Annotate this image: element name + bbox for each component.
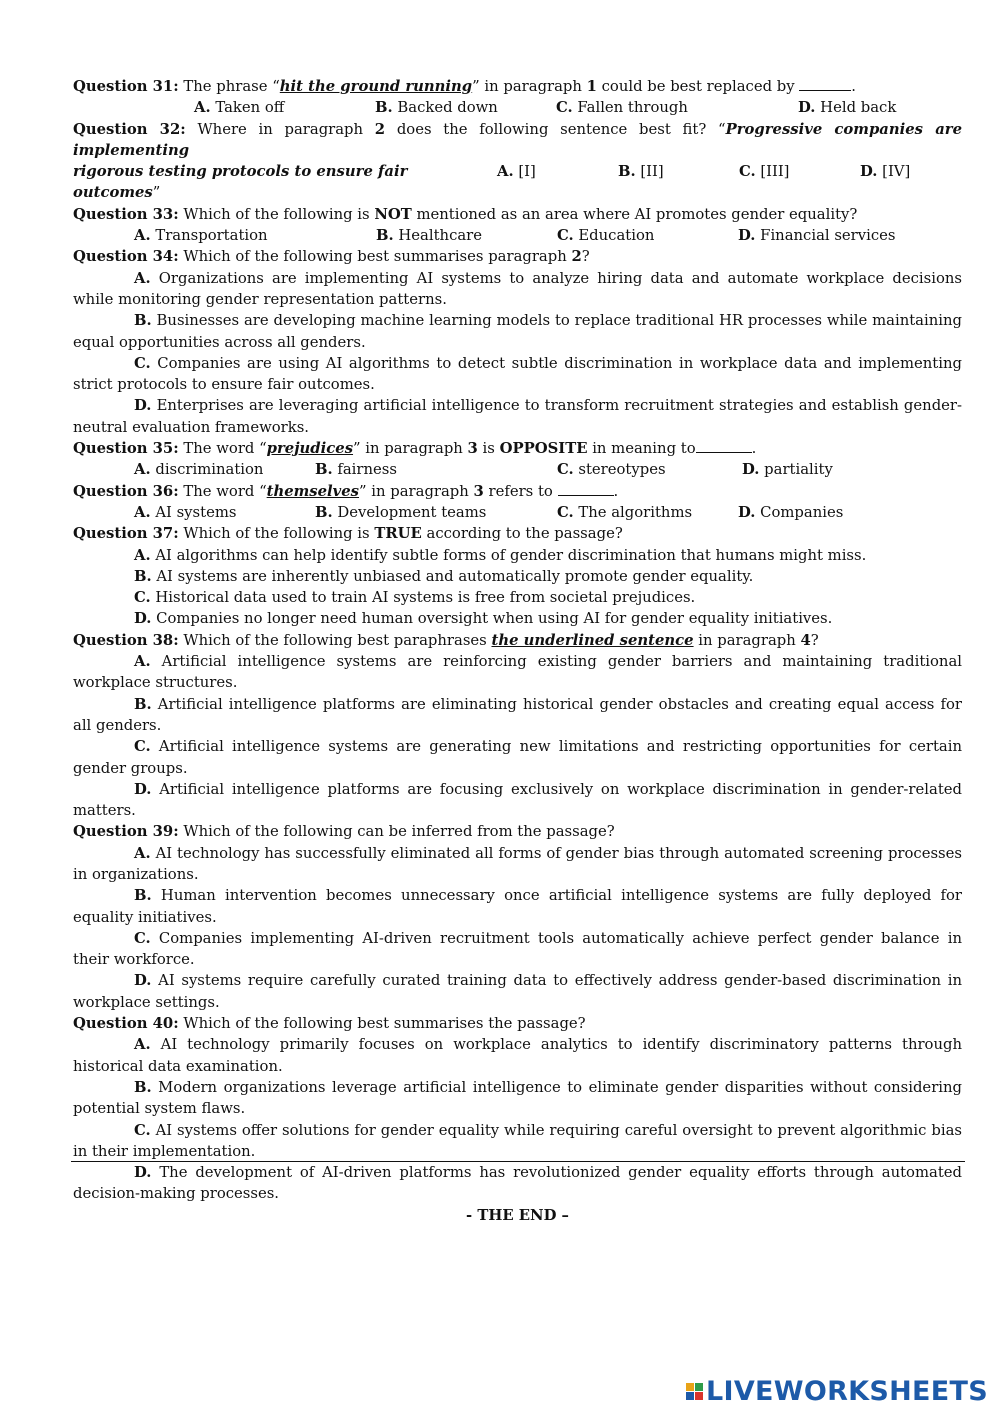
question-38: Question 38: Which of the following best paraphrases the underlined sentence in paragraph 4?	[73, 631, 819, 649]
option-b[interactable]: B. Development teams	[315, 503, 487, 521]
option-a[interactable]: A. AI algorithms can help identify subtle forms of gender discrimination that humans might miss.	[134, 546, 867, 564]
question-37: Question 37: Which of the following is TRUE according to the passage?	[73, 525, 623, 543]
option-c[interactable]: C. The algorithms	[557, 503, 693, 521]
option-b[interactable]: B. Human intervention becomes unnecessary once artificial intelligence systems are fully deployed for equality initiatives.	[73, 887, 962, 926]
question-32: Question 32: Where in paragraph 2 does the following sentence best fit? “Progressive companies are implementing	[73, 120, 962, 159]
question-36-options	[73, 502, 962, 523]
option-a[interactable]: A. AI technology has successfully eliminated all forms of gender bias through automated screening processes in organizations.	[73, 844, 962, 883]
question-35: Question 35: The word “prejudices” in paragraph 3 is OPPOSITE in meaning to .	[73, 440, 757, 458]
question-32-line2: rigorous testing protocols to ensure fair outcomes” A. [I] B. [II] C. [III] D. [IV]	[73, 161, 962, 204]
question-35-options	[73, 459, 962, 480]
underlined-phrase: hit the ground running	[279, 78, 473, 95]
option-a[interactable]: A. Taken off	[194, 99, 285, 117]
option-c[interactable]: C. Companies implementing AI-driven recruitment tools automatically achieve perfect gender balance in their workforce.	[73, 929, 962, 969]
end-divider	[71, 1161, 965, 1162]
option-c[interactable]: C. Education	[557, 227, 655, 245]
option-a[interactable]: A. discrimination	[134, 461, 264, 479]
question-label: Question 33:	[73, 205, 179, 223]
logo-text: LIVEWORKSHEETS	[705, 1375, 988, 1407]
option-a[interactable]: A. Transportation	[134, 227, 268, 245]
question-31-options	[73, 97, 962, 118]
option-a[interactable]: A. Organizations are implementing AI systems to analyze hiring data and automate workplace decisions while monitoring gender representation patterns.	[73, 269, 962, 308]
question-label: Question 40:	[73, 1015, 179, 1033]
answer-blank[interactable]	[799, 76, 851, 91]
question-label: Question 37:	[73, 525, 179, 543]
question-40: Question 40: Which of the following best summarises the passage?	[73, 1015, 586, 1033]
underlined-word: prejudices	[266, 440, 354, 458]
question-label: Question 31:	[73, 78, 179, 95]
option-d[interactable]: D. Enterprises are leveraging artificial intelligence to transform recruitment strategies and establish gender-neutral evaluation frameworks.	[73, 397, 962, 436]
option-c[interactable]: C. [III]	[739, 163, 790, 181]
inserted-sentence: Progressive companies are implementing	[73, 120, 962, 159]
option-b[interactable]: B. Businesses are developing machine learning models to replace traditional HR processes while maintaining equal opportunities across all genders.	[73, 312, 962, 351]
question-31: Question 31: The phrase “hit the ground running” in paragraph 1 could be best replaced by .	[73, 78, 857, 95]
option-d[interactable]: D. AI systems require carefully curated training data to effectively address gender-based discrimination in workplace settings.	[73, 972, 962, 1011]
worksheet-page	[73, 76, 962, 1226]
option-c[interactable]: C. Historical data used to train AI systems is free from societal prejudices.	[134, 589, 696, 607]
option-a[interactable]: A. AI systems	[134, 503, 237, 521]
option-a[interactable]: A. [I]	[497, 163, 536, 181]
option-c[interactable]: C. Companies are using AI algorithms to detect subtle discrimination in workplace data and implementing strict protocols to ensure fair outcomes.	[73, 354, 962, 394]
question-34: Question 34: Which of the following best summarises paragraph 2?	[73, 248, 590, 266]
option-b[interactable]: B. Artificial intelligence platforms are eliminating historical gender obstacles and creating equal access for all genders.	[73, 695, 962, 734]
underlined-word: themselves	[266, 482, 360, 500]
answer-blank[interactable]	[558, 481, 614, 496]
option-a[interactable]: A. Artificial intelligence systems are reinforcing existing gender barriers and maintaining traditional workplace structures.	[73, 653, 962, 692]
question-label: Question 32:	[73, 120, 186, 138]
option-d[interactable]: D. Companies no longer need human oversight when using AI for gender equality initiatives.	[134, 610, 833, 628]
question-label: Question 34:	[73, 248, 179, 266]
option-d[interactable]: D. Held back	[798, 99, 897, 117]
underlined-sentence-ref: the underlined sentence	[491, 631, 694, 649]
option-c[interactable]: C. AI systems offer solutions for gender equality while requiring careful oversight to prevent algorithmic bias in their implementation.	[73, 1121, 962, 1160]
question-39: Question 39: Which of the following can be inferred from the passage?	[73, 823, 615, 841]
option-d[interactable]: D. Financial services	[738, 227, 896, 245]
question-label: Question 35:	[73, 440, 179, 458]
question-label: Question 38:	[73, 631, 179, 649]
option-d[interactable]: D. The development of AI-driven platforms has revolutionized gender equality efforts through automated decision-making processes.	[73, 1164, 962, 1203]
question-33: Question 33: Which of the following is NOT mentioned as an area where AI promotes gender equality?	[73, 205, 858, 223]
option-b[interactable]: B. Modern organizations leverage artificial intelligence to eliminate gender disparities without considering potential system flaws.	[73, 1078, 962, 1118]
option-c[interactable]: C. Fallen through	[556, 99, 688, 117]
option-b[interactable]: B. [II]	[618, 163, 664, 181]
option-d[interactable]: D. [IV]	[860, 163, 911, 181]
option-b[interactable]: B. Backed down	[375, 99, 498, 117]
option-b[interactable]: B. fairness	[315, 461, 397, 479]
question-label: Question 36:	[73, 482, 179, 500]
question-label: Question 39:	[73, 823, 179, 841]
option-c[interactable]: C. Artificial intelligence systems are generating new limitations and restricting opportunities for certain gender groups.	[73, 738, 962, 777]
option-a[interactable]: A. AI technology primarily focuses on workplace analytics to identify discriminatory patterns through historical data examination.	[73, 1036, 962, 1075]
question-36: Question 36: The word “themselves” in paragraph 3 refers to .	[73, 482, 619, 500]
option-d[interactable]: D. Artificial intelligence platforms are focusing exclusively on workplace discrimination in gender-related matters.	[73, 780, 962, 820]
option-b[interactable]: B. Healthcare	[376, 227, 483, 245]
end-marker: - THE END –	[466, 1206, 569, 1224]
answer-blank[interactable]	[696, 438, 752, 453]
logo-grid-icon	[686, 1383, 703, 1400]
liveworksheets-logo	[686, 1374, 988, 1408]
option-c[interactable]: C. stereotypes	[557, 461, 666, 479]
option-d[interactable]: D. partiality	[742, 461, 833, 479]
option-d[interactable]: D. Companies	[738, 503, 844, 521]
question-33-options	[73, 225, 962, 246]
option-b[interactable]: B. AI systems are inherently unbiased and automatically promote gender equality.	[134, 567, 754, 585]
